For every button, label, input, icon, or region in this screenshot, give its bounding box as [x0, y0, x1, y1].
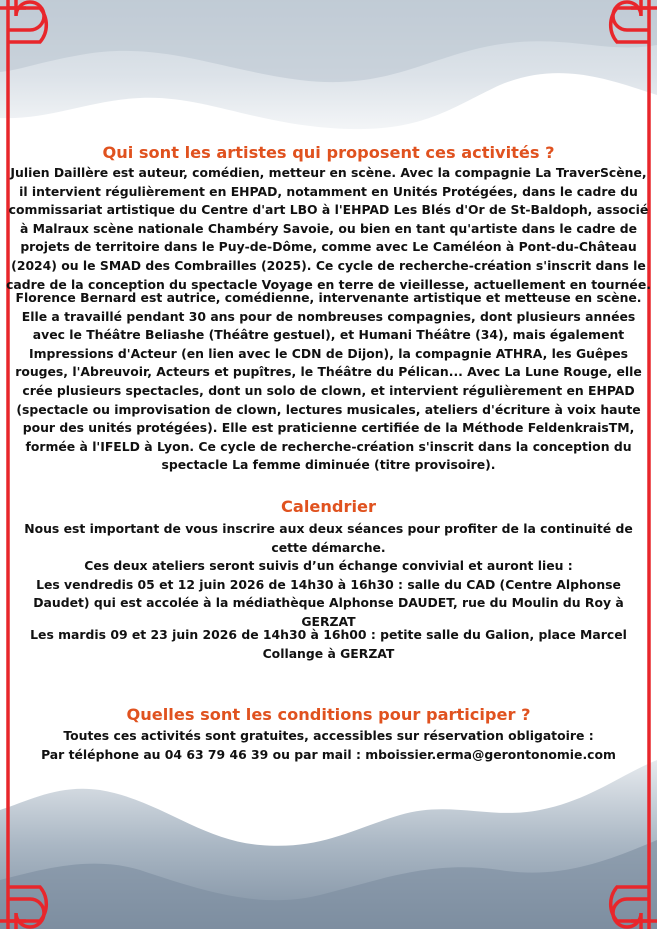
calendar-line-1: Nous est important de vous inscrire aux deux séances pour profiter de la continuité de cette démarche.	[24, 521, 633, 555]
conditions-text	[6, 727, 651, 764]
artists-heading: Qui sont les artistes qui proposent ces activités ?	[102, 143, 555, 162]
conditions-heading: Quelles sont les conditions pour participer ?	[126, 705, 531, 724]
calendar-line-2: Ces deux ateliers seront suivis d’un échange convivial et auront lieu :	[84, 558, 573, 574]
artist-julien-paragraph: Julien Daillère est auteur, comédien, metteur en scène. Avec la compagnie La TraverScène, il intervient régulièrement en EHPAD, notamment en Unités Protégées, dans le cadre du commissariat artistique du Centre d'art LBO à l'EHPAD Les Blés d'Or de St-Baldoph, associé à Malraux scène nationale Chambéry Savoie, ou bien en tant qu'artiste dans le cadre de projets de territoire dans le Puy-de-Dôme, comme avec Le Caméléon à Pont-du-Château (2024) ou le SMAD des Combrailles (2025). Ce cycle de recherche-création s'inscrit dans le cadre de la conception du spectacle Voyage en terre de vieillesse, actuellement en tournée.	[6, 165, 651, 292]
calendar-line-4: Les mardis 09 et 23 juin 2026 de 14h30 à 16h00 : petite salle du Galion, place Marcel Collange à GERZAT	[30, 627, 627, 661]
conditions-line-1: Toutes ces activités sont gratuites, accessibles sur réservation obligatoire :	[63, 728, 594, 743]
calendar-second-session	[6, 626, 651, 663]
artist-florence-paragraph: Florence Bernard est autrice, comédienne, intervenante artistique et metteuse en scène. Elle a travaillé pendant 30 ans pour de nombreuses compagnies, dont plusieurs années avec le Théâtre Beliashe (Théâtre gestuel), et Humani Théâtre (34), mais également Impressions d'Acteur (en lien avec le CDN de Dijon), la compagnie ATHRA, les Guêpes rouges, l'Abreuvoir, Acteurs et pupîtres, le Théâtre du Pélican... Avec La Lune Rouge, elle crée plusieurs spectacles, dont un solo de clown, et intervient régulièrement en EHPAD (spectacle ou improvisation de clown, lectures musicales, ateliers d'écriture à voix haute pour des unités protégées). Elle est praticienne certifiée de la Méthode FeldenkraisTM, formée à l'IFELD à Lyon. Ce cycle de recherche-création s'inscrit dans la conception du spectacle La femme diminuée (titre provisoire).	[15, 290, 642, 473]
calendar-intro	[6, 520, 651, 632]
calendar-heading: Calendrier	[281, 497, 376, 516]
conditions-contact: Par téléphone au 04 63 79 46 39 ou par mail : mboissier.erma@gerontonomie.com	[41, 746, 616, 762]
calendar-line-3: Les vendredis 05 et 12 juin 2026 de 14h30 à 16h30 : salle du CAD (Centre Alphonse Daudet) qui est accolée à la médiathèque Alphonse DAUDET, rue du Moulin du Roy à GERZAT	[33, 576, 624, 629]
